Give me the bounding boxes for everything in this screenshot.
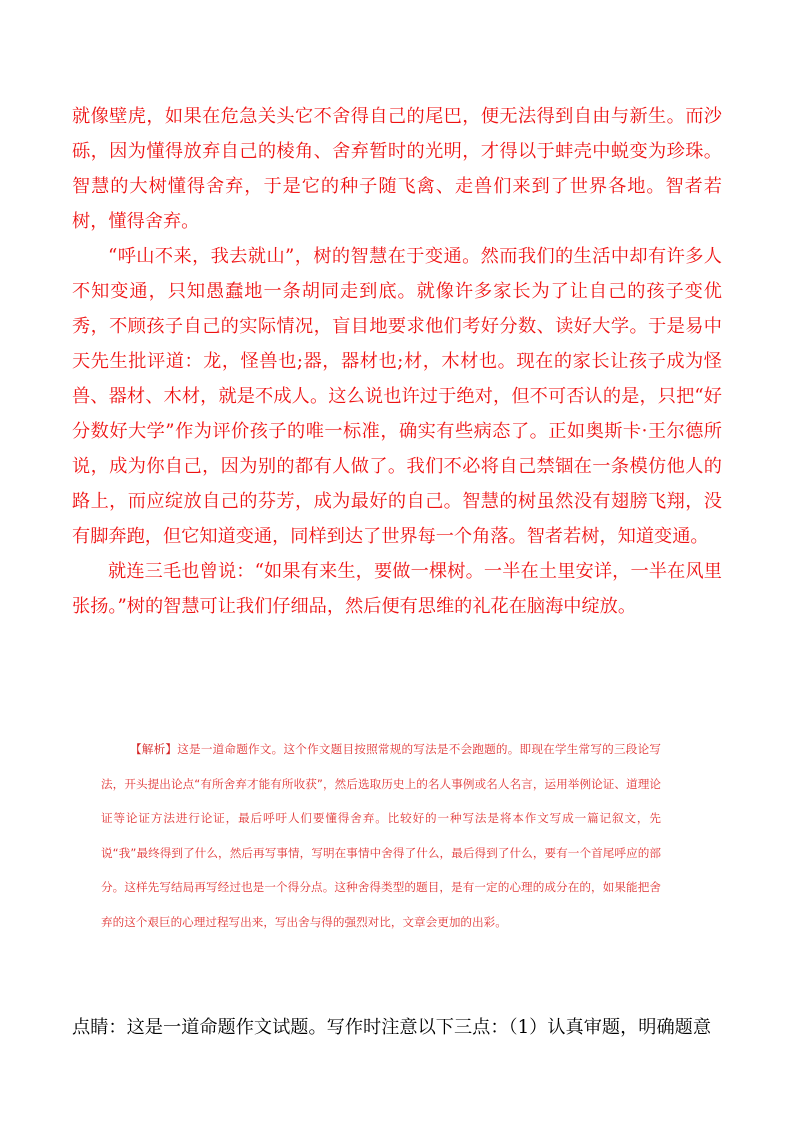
analysis-block — [101, 732, 661, 939]
dianjing-line: 点睛：这是一道命题作文试题。写作时注意以下三点：（1）认真审题，明确题意 — [72, 1017, 712, 1038]
essay-paragraph-1: 就像壁虎，如果在危急关头它不舍得自己的尾巴，便无法得到自由与新生。而沙砾，因为懂得放弃自己的棱角、舍弃暂时的光明，才得以于蚌壳中蜕变为珍珠。智慧的大树懂得舍弃，于是它的种子随飞禽、走兽们来到了世界各地。智者若树，懂得舍弃。 — [72, 106, 722, 232]
essay-body — [72, 99, 722, 624]
analysis-tag: 【解析】 — [130, 742, 178, 756]
analysis-paragraph — [101, 732, 661, 939]
essay-paragraph-3: 就连三毛也曾说：“如果有来生，要做一棵树。一半在土里安详，一半在风里张扬。”树的智慧可让我们仔细品，然后便有思维的礼花在脑海中绽放。 — [72, 561, 722, 617]
analysis-text: 这是一道命题作文。这个作文题目按照常规的写法是不会跑题的。即现在学生常写的三段论写法，开头提出论点“有所舍弃才能有所收获”，然后选取历史上的名人事例或名人名言，运用举例论证、道理论证等论证方法进行论证，最后呼吁人们要懂得舍弃。比较好的一种写法是将本作文写成一篇记叙文，先说“我”最终得到了什么，然后再写事情，写明在事情中舍得了什么，最后得到了什么，要有一个首尾呼应的部分。这样先写结局再写经过也是一个得分点。这种舍得类型的题目，是有一定的心理的成分在的，如果能把舍弃的这个艰巨的心理过程写出来，写出舍与得的强烈对比，文章会更加的出彩。 — [101, 742, 661, 929]
essay-paragraph-2: “呼山不来，我去就山”，树的智慧在于变通。然而我们的生活中却有许多人不知变通，只知愚蠢地一条胡同走到底。就像许多家长为了让自己的孩子变优秀，不顾孩子自己的实际情况，盲目地要求他们考好分数、读好大学。于是易中天先生批评道：龙，怪兽也;器，器材也;材，木材也。现在的家长让孩子成为怪兽、器材、木材，就是不成人。这么说也许过于绝对，但不可否认的是，只把“好分数好大学”作为评价孩子的唯一标准，确实有些病态了。正如奥斯卡·王尔德所说，成为你自己，因为别的都有人做了。我们不必将自己禁锢在一条模仿他人的路上，而应绽放自己的芬芳，成为最好的自己。智慧的树虽然没有翅膀飞翔，没有脚奔跑，但它知道变通，同样到达了世界每一个角落。智者若树，知道变通。 — [72, 246, 722, 547]
